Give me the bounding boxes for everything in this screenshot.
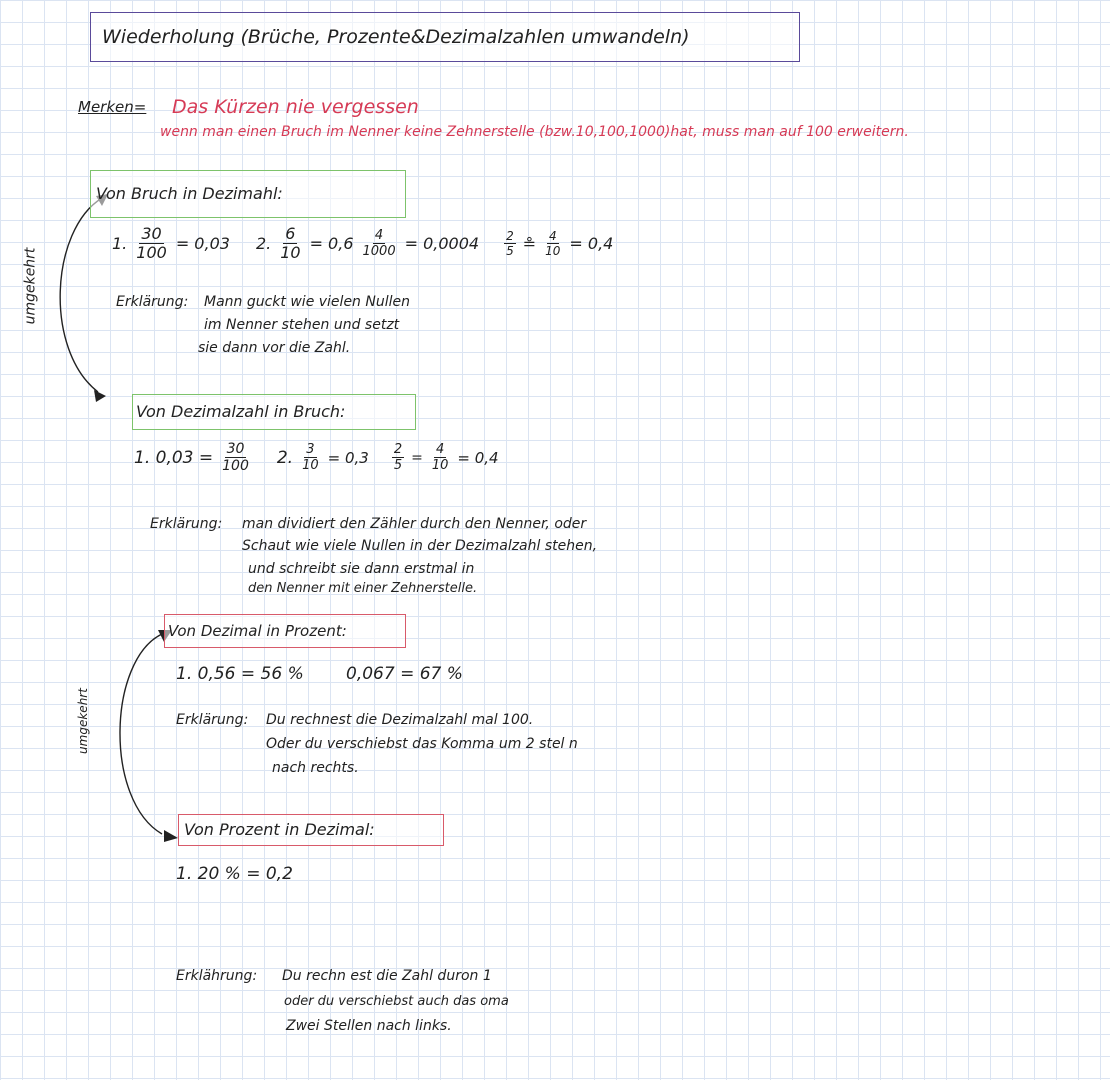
s1-ex4-fraction: $\frac{2}{5}$: [506, 229, 514, 258]
section1-explanation-line-2: im Nenner stehen und setzt: [204, 317, 400, 333]
s1-ex3-result: = 0,0004: [404, 234, 480, 253]
section2-explanation-label: Erklärung:: [150, 516, 223, 532]
s2-ex3-result: = 0,4: [457, 448, 499, 467]
s1-ex4-result: = 0,4: [569, 234, 614, 253]
s1-ex1-result: = 0,03: [175, 234, 230, 253]
s2-ex1-fraction: $\frac{30}{100}$: [222, 441, 249, 474]
section1-examples: [112, 226, 613, 261]
section2-explanation-line-3: und schreibt sie dann erstmal in: [248, 561, 475, 577]
section4-explanation-line-3: Zwei Stellen nach links.: [286, 1018, 452, 1034]
section4-example-1: 1. 20 % = 0,2: [176, 864, 293, 884]
s1-ex2-prefix: 2.: [255, 234, 272, 253]
section1-explanation-line-1: Mann guckt wie vielen Nullen: [204, 294, 410, 310]
s1-ex4-fraction-2: $\frac{4}{10}$: [545, 229, 561, 258]
section3-heading: Von Dezimal in Prozent:: [168, 622, 347, 640]
s2-ex2-result: = 0,3: [327, 448, 369, 467]
s2-ex3-eq: =: [411, 449, 423, 466]
s1-ex1-fraction: $\frac{30}{100}$: [136, 224, 167, 262]
section1-explanation-label: Erklärung:: [116, 294, 189, 310]
umgekehrt-label-left: umgekehrt: [22, 247, 39, 325]
merken-line-1: Das Kürzen nie vergessen: [172, 96, 419, 118]
section1-heading: Von Bruch in Dezimahl:: [96, 184, 283, 203]
section4-explanation-label: Erklährung:: [176, 968, 258, 984]
section3-example-1: 1. 0,56 = 56 %: [176, 664, 304, 684]
section2-examples: [134, 442, 499, 473]
section2-explanation-line-4: den Nenner mit einer Zehnerstelle.: [248, 581, 478, 596]
section3-explanation-label: Erklärung:: [176, 712, 249, 728]
s2-ex1-prefix: 1. 0,03 =: [134, 447, 214, 468]
s1-ex2-result: = 0,6: [309, 234, 354, 253]
section1-explanation-line-3: sie dann vor die Zahl.: [198, 340, 351, 356]
page-title: Wiederholung (Brüche, Prozente&Dezimalzahlen umwandeln): [102, 26, 690, 48]
section3-explanation-line-3: nach rechts.: [272, 760, 359, 776]
section3-explanation-line-2: Oder du verschiebst das Komma um 2 stel n: [266, 736, 578, 752]
section4-explanation-line-1: Du rechn est die Zahl duron 1: [282, 968, 492, 984]
s2-ex2-prefix: 2.: [276, 447, 294, 468]
s1-ex1-prefix: 1.: [112, 234, 128, 253]
s1-ex3-fraction: $\frac{4}{1000}$: [362, 228, 396, 259]
section3-example-2: 0,067 = 67 %: [346, 664, 463, 684]
s2-ex2-fraction: $\frac{3}{10}$: [302, 442, 319, 473]
umgekehrt-label-middle: umgekehrt: [75, 688, 90, 754]
section2-explanation-line-1: man dividiert den Zähler durch den Nenner, oder: [242, 516, 587, 532]
s1-ex2-fraction: $\frac{6}{10}$: [280, 224, 301, 262]
s2-ex3-fraction-2: $\frac{4}{10}$: [431, 442, 449, 473]
s2-ex3-fraction: $\frac{2}{5}$: [393, 442, 403, 473]
section4-explanation-line-2: oder du verschiebst auch das oma: [284, 994, 509, 1009]
section4-heading: Von Prozent in Dezimal:: [184, 820, 375, 839]
section2-explanation-line-2: Schaut wie viele Nullen in der Dezimalzahl stehen,: [242, 538, 598, 554]
section3-explanation-line-1: Du rechnest die Dezimalzahl mal 100.: [266, 712, 534, 728]
section2-heading: Von Dezimalzahl in Bruch:: [136, 402, 346, 421]
merken-line-2: wenn man einen Bruch im Nenner keine Zehnerstelle (bzw.10,100,1000)hat, muss man auf 100 erweitern.: [160, 124, 909, 140]
umgekehrt-arrow-middle: [100, 620, 190, 850]
s1-ex4-eq: ≗: [522, 234, 537, 253]
merken-label: Merken=: [78, 98, 147, 116]
